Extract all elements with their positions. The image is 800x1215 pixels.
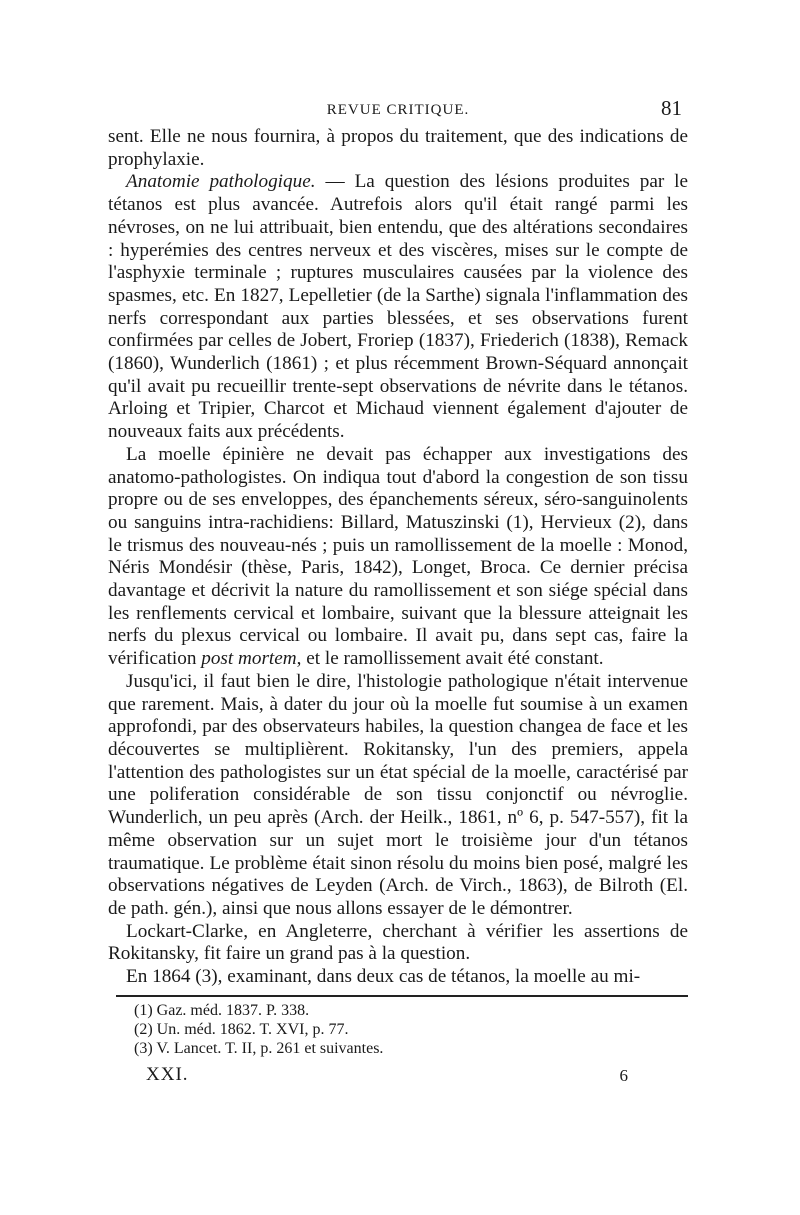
footnote: (2) Un. méd. 1862. T. XVI, p. 77. (134, 1020, 349, 1038)
paragraph (108, 171, 688, 443)
signature-number: 6 (619, 1065, 628, 1085)
footnote: (1) Gaz. méd. 1837. P. 338. (134, 1001, 310, 1019)
running-title: REVUE CRITIQUE. (326, 102, 470, 118)
document-page (108, 96, 688, 1090)
paragraph (108, 126, 688, 171)
text-run: — La question des lésions produites par le tétanos est plus avancée. Autrefois alors qu'il était rangé parmi les névroses, on ne lui attribuait, bien entendu, que des altérations secondaires : hyperémies des centres nerveux et des viscères, mises sur le compte de l'asphyxie terminale ; ruptures musculaires causées par la violence des spasmes, etc. En 1827, Lepelletier (de la Sarthe) signala l'inflammation des nerfs correspondant aux parties blessées, et ses observations furent confirmées par celles de Jobert, Froriep (1837), Friederich (1838), Remack (1860), Wunderlich (1861) ; et plus récemment Brown-Séquard annonçait qu'il avait pu recueillir trente-sept observations de névrite dans le tétanos. Arloing et Tripier, Charcot et Michaud viennent également d'ajouter de nouveaux faits aux précédents. (108, 171, 689, 443)
page-number: 81 (661, 96, 682, 120)
paragraph (108, 671, 688, 921)
italic-run: Anatomie pathologique. (126, 171, 316, 193)
signature-mark: XXI. (146, 1063, 189, 1085)
italic-run: post mortem (201, 648, 297, 670)
text-run: Jusqu'ici, il faut bien le dire, l'histologie pathologique n'était intervenue que rarement. Mais, à dater du jour où la moelle fut soumise à un examen approfondi, par des observateurs habiles, la question changea de face et les découvertes se multiplièrent. Rokitansky, l'un des premiers, appela l'attention des pathologistes sur un état spécial de la moelle, caractérisé par une poliferation considérable de son tissu conjonctif ou névroglie. Wunderlich, un peu après (Arch. der Heilk., 1861, nº 6, p. 547-557), fit la même observation sur un sujet mort le troisième jour d'un tétanos traumatique. Le problème était sinon résolu du moins bien posé, malgré les observations négatives de Leyden (Arch. de Virch., 1863), de Bilroth (El. de path. gén.), ainsi que nous allons essayer de le démontrer. (108, 670, 688, 919)
text-run: La moelle épinière ne devait pas échapper aux investigations des anatomo-pathologistes. On indiqua tout d'abord la congestion de son tissu propre ou de ses enveloppes, des épanchements séreux, séro-sanguinolents ou sanguins intra-rachidiens: Billard, Matuszinski (1), Hervieux (2), dans le trismus des nouveau-nés ; puis un ramollissement de la moelle : Monod, Néris Mondésir (thèse, Paris, 1842), Longet, Broca. Ce dernier précisa davantage et décrivit la nature du ramollissement et son siége spécial dans les renflements cervical et lombaire, suivant que la blessure atteignait les nerfs du plexus cervical ou lombaire. Il avait pu, dans sept cas, faire la vérification (108, 443, 688, 670)
footnote: (3) V. Lancet. T. II, p. 261 et suivantes. (134, 1039, 384, 1057)
text-run: En 1864 (3), examinant, dans deux cas de tétanos, la moelle au mi- (126, 966, 641, 988)
text-run: , et le ramollissement avait été constant. (296, 648, 604, 670)
signature-row (108, 1060, 688, 1090)
paragraph (108, 966, 688, 989)
paragraph (108, 444, 688, 671)
body-text (108, 126, 688, 989)
paragraph (108, 921, 688, 966)
running-head (108, 96, 688, 126)
text-run: sent. Elle ne nous fournira, à propos du traitement, que des indications de prophylaxie. (108, 126, 688, 170)
text-run: Lockart-Clarke, en Angleterre, cherchant à vérifier les assertions de Rokitansky, fit faire un grand pas à la question. (108, 920, 688, 965)
footnotes (108, 1001, 688, 1058)
footnote-rule (116, 995, 688, 997)
